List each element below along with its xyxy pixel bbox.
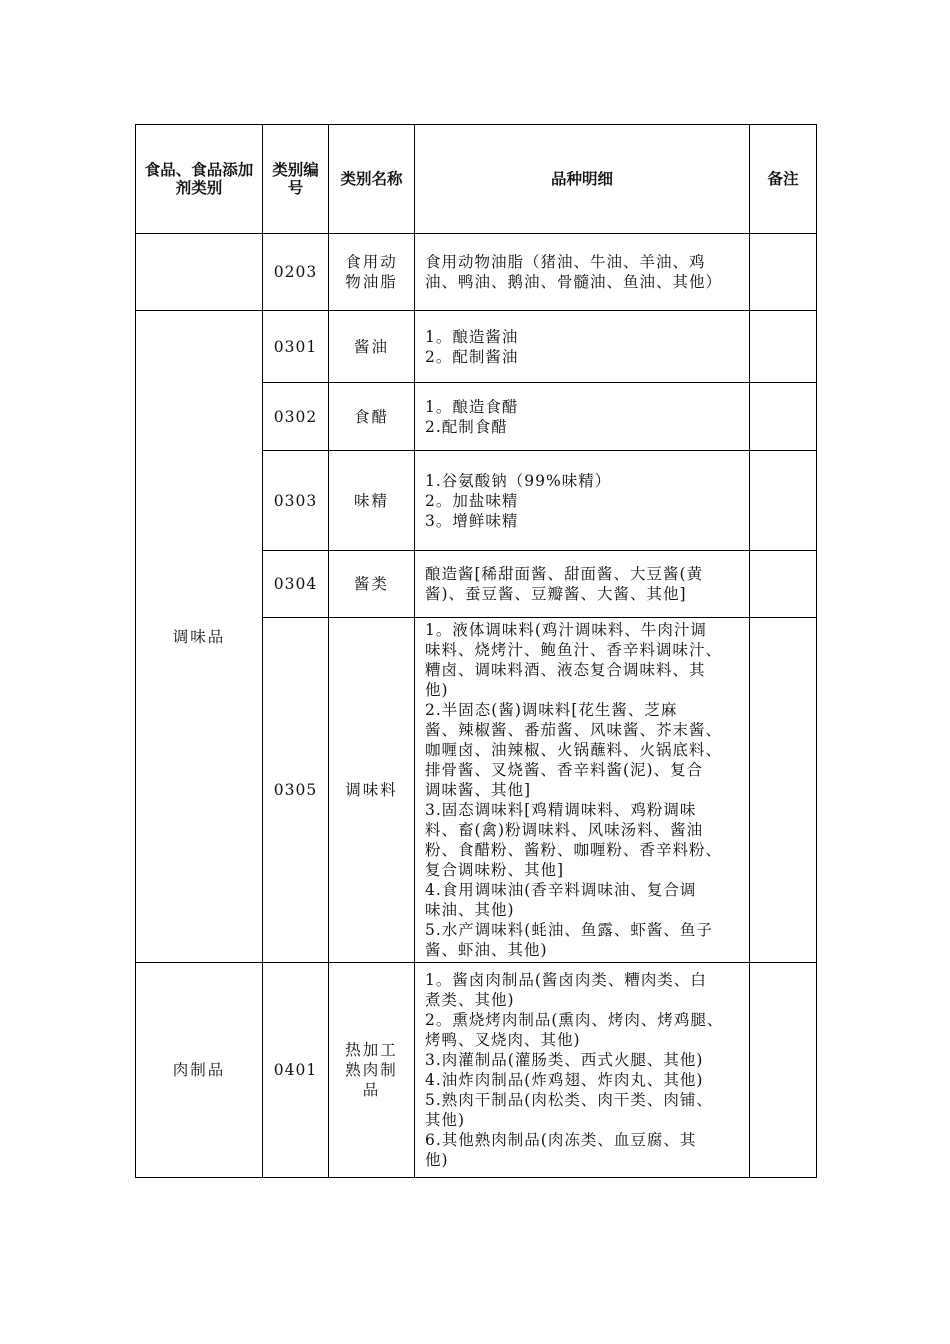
- table-row: [136, 311, 817, 383]
- detail-line: 料、畜(禽)粉调味料、风味汤料、酱油: [425, 821, 704, 839]
- detail-cell: [415, 618, 750, 963]
- detail-line: 酱、辣椒酱、番茄酱、风味酱、芥末酱、: [425, 721, 723, 739]
- detail-cell: [415, 963, 750, 1178]
- header-remark: 备注: [750, 125, 817, 234]
- detail-line: 3.肉灌制品(灌肠类、西式火腿、其他): [425, 1051, 704, 1069]
- detail-line: 6.其他熟肉制品(肉冻类、血豆腐、其: [425, 1131, 697, 1149]
- code-cell: 0302: [263, 383, 329, 451]
- detail-line: 其他): [425, 1111, 466, 1129]
- remark-cell: [750, 451, 817, 551]
- remark-cell: [750, 963, 817, 1178]
- remark-cell: [750, 618, 817, 963]
- name-cell: 食用动物油脂: [329, 234, 415, 311]
- detail-line: 油、鸭油、鹅油、骨髓油、鱼油、其他）: [425, 273, 723, 291]
- detail-line: 2。配制酱油: [425, 347, 519, 366]
- detail-line: 排骨酱、叉烧酱、香辛料酱(泥)、复合: [425, 761, 704, 779]
- header-code: 类别编号: [263, 125, 329, 234]
- table-row: [136, 963, 817, 1178]
- detail-line: 2。熏烧烤肉制品(熏肉、烤肉、烤鸡腿、: [425, 1011, 724, 1029]
- name-cell: 酱类: [329, 551, 415, 618]
- detail-line: 3.固态调味料[鸡精调味料、鸡粉调味: [425, 801, 697, 819]
- detail-line: 4.食用调味油(香辛料调味油、复合调: [425, 881, 697, 899]
- name-cell: 食醋: [329, 383, 415, 451]
- detail-line: 粉、食醋粉、酱粉、咖喱粉、香辛料粉、: [425, 841, 723, 859]
- detail-line: 烤鸭、叉烧肉、其他): [425, 1031, 581, 1049]
- detail-line: 复合调味粉、其他]: [425, 861, 565, 879]
- food-category-table: [135, 124, 817, 1178]
- name-cell: 调味料: [329, 618, 415, 963]
- detail-line: 咖喱卤、油辣椒、火锅蘸料、火锅底料、: [425, 741, 723, 759]
- category-cell: 肉制品: [136, 963, 263, 1178]
- code-cell: 0301: [263, 311, 329, 383]
- name-cell: 味精: [329, 451, 415, 551]
- detail-line: 2.半固态(酱)调味料[花生酱、芝麻: [425, 701, 678, 719]
- detail-line: 他): [425, 681, 449, 699]
- detail-line: 酿造酱[稀甜面酱、甜面酱、大豆酱(黄: [425, 565, 704, 583]
- detail-line: 煮类、其他): [425, 991, 515, 1009]
- category-cell: 调味品: [136, 311, 263, 963]
- detail-line: 食用动物油脂（猪油、牛油、羊油、鸡: [425, 253, 706, 271]
- detail-line: 1。酿造酱油: [425, 327, 519, 346]
- detail-cell: [415, 551, 750, 618]
- detail-line: 1.谷氨酸钠（99%味精）: [425, 471, 612, 490]
- header-row: [136, 125, 817, 234]
- detail-line: 酱、虾油、其他): [425, 941, 548, 959]
- code-cell: 0303: [263, 451, 329, 551]
- detail-line: 5.水产调味料(蚝油、鱼露、虾酱、鱼子: [425, 921, 713, 939]
- detail-cell: [415, 383, 750, 451]
- detail-line: 味料、烧烤汁、鲍鱼汁、香辛料调味汁、: [425, 641, 723, 659]
- detail-line: 他): [425, 1151, 449, 1169]
- detail-cell: [415, 234, 750, 311]
- code-cell: 0401: [263, 963, 329, 1178]
- header-name: 类别名称: [329, 125, 415, 234]
- remark-cell: [750, 383, 817, 451]
- detail-line: 5.熟肉干制品(肉松类、肉干类、肉铺、: [425, 1091, 713, 1109]
- detail-line: 3。增鲜味精: [425, 511, 519, 530]
- remark-cell: [750, 551, 817, 618]
- detail-line: 味油、其他): [425, 901, 515, 919]
- detail-line: 2.配制食醋: [425, 417, 508, 436]
- detail-line: 糟卤、调味料酒、液态复合调味料、其: [425, 661, 706, 679]
- remark-cell: [750, 311, 817, 383]
- table-row: [136, 234, 817, 311]
- header-category: 食品、食品添加剂类别: [136, 125, 263, 234]
- detail-line: 1。酿造食醋: [425, 397, 519, 416]
- detail-line: 1。酱卤肉制品(酱卤肉类、糟肉类、白: [425, 971, 707, 989]
- detail-line: 1。液体调味料(鸡汁调味料、牛肉汁调: [425, 621, 707, 639]
- detail-cell: [415, 451, 750, 551]
- remark-cell: [750, 234, 817, 311]
- code-cell: 0305: [263, 618, 329, 963]
- detail-line: 4.油炸肉制品(炸鸡翅、炸肉丸、其他): [425, 1071, 704, 1089]
- detail-line: 调味酱、其他]: [425, 781, 532, 799]
- detail-cell: [415, 311, 750, 383]
- header-detail: 品种明细: [415, 125, 750, 234]
- category-cell: [136, 234, 263, 311]
- code-cell: 0203: [263, 234, 329, 311]
- name-cell: 热加工熟肉制品: [329, 963, 415, 1178]
- code-cell: 0304: [263, 551, 329, 618]
- name-cell: 酱油: [329, 311, 415, 383]
- detail-line: 酱)、蚕豆酱、豆瓣酱、大酱、其他]: [425, 585, 687, 603]
- detail-line: 2。加盐味精: [425, 491, 519, 510]
